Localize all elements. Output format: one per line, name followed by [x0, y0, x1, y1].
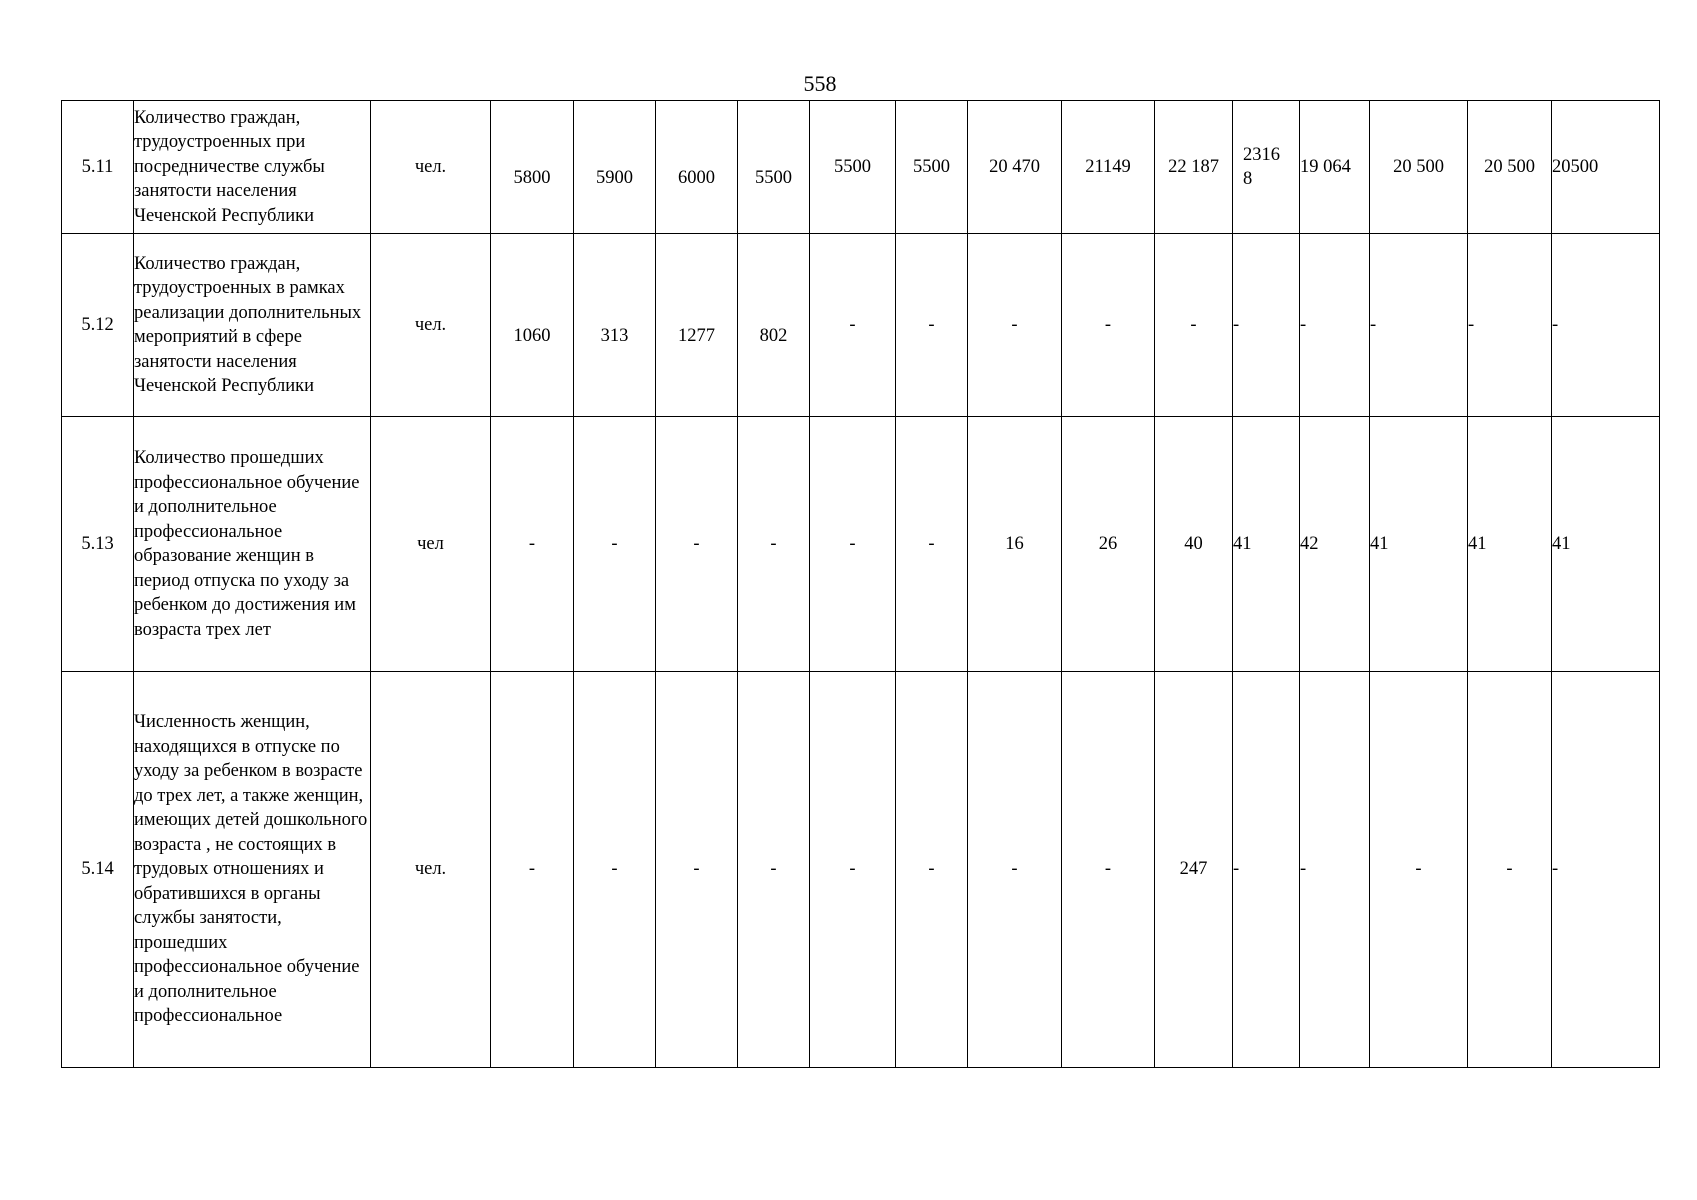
value-cell: - — [896, 672, 968, 1068]
value-cell: - — [1155, 234, 1233, 417]
value-cell: 5500 — [896, 101, 968, 234]
indicator-table — [61, 100, 1660, 1068]
value-cell: - — [968, 234, 1062, 417]
value-cell: - — [738, 417, 810, 672]
value-cell: 2316 8 — [1233, 101, 1300, 234]
value-cell: 20 470 — [968, 101, 1062, 234]
row-unit: чел — [371, 417, 491, 672]
row-description: Количество граждан, трудоустроенных при посредничестве службы занятости населения Чеченской Республики — [134, 101, 371, 234]
table-row — [62, 417, 1660, 672]
value-cell: 26 — [1062, 417, 1155, 672]
value-cell: - — [1062, 234, 1155, 417]
value-cell: - — [1370, 234, 1468, 417]
last-column-value: - — [1552, 234, 1660, 417]
value-cell: - — [1468, 672, 1552, 1068]
value-cell: 20 500 — [1370, 101, 1468, 234]
value-cell: 313 — [574, 234, 656, 417]
value-cell: - — [810, 672, 896, 1068]
value-cell: 20 500 — [1468, 101, 1552, 234]
value-cell: - — [1370, 672, 1468, 1068]
value-cell: - — [656, 672, 738, 1068]
row-unit: чел. — [371, 101, 491, 234]
table-row — [62, 101, 1660, 234]
row-unit: чел. — [371, 672, 491, 1068]
value-cell: - — [810, 417, 896, 672]
value-cell: 40 — [1155, 417, 1233, 672]
row-unit: чел. — [371, 234, 491, 417]
value-cell: - — [574, 417, 656, 672]
value-cell: 19 064 — [1300, 101, 1370, 234]
table-row — [62, 672, 1660, 1068]
value-cell: - — [1468, 234, 1552, 417]
value-cell: 247 — [1155, 672, 1233, 1068]
value-cell: 41 — [1233, 417, 1300, 672]
last-column-value: - — [1552, 672, 1660, 1068]
table-row — [62, 234, 1660, 417]
value-cell: - — [1300, 234, 1370, 417]
last-column-value: 41 — [1552, 417, 1660, 672]
value-cell: 21149 — [1062, 101, 1155, 234]
value-cell: 5900 — [574, 101, 656, 234]
row-number: 5.11 — [62, 101, 134, 234]
row-number: 5.14 — [62, 672, 134, 1068]
value-cell: 41 — [1370, 417, 1468, 672]
value-cell: - — [896, 234, 968, 417]
value-cell: 16 — [968, 417, 1062, 672]
row-number: 5.13 — [62, 417, 134, 672]
page-number: 558 — [803, 71, 837, 96]
row-description: Численность женщин, находящихся в отпуске по уходу за ребенком в возрасте до трех лет, а также женщин, имеющих детей дошкольного возраста , не состоящих в трудовых отношениях и обратившихся в органы службы занятости, прошедших профессиональное обучение и дополнительное профессиональное — [134, 672, 371, 1068]
value-cell: - — [1062, 672, 1155, 1068]
value-cell: - — [656, 417, 738, 672]
value-cell: 802 — [738, 234, 810, 417]
value-cell: 1060 — [491, 234, 574, 417]
value-cell: - — [574, 672, 656, 1068]
value-cell: 5800 — [491, 101, 574, 234]
value-cell: 1277 — [656, 234, 738, 417]
value-cell: - — [896, 417, 968, 672]
row-description: Количество прошедших профессиональное обучение и дополнительное профессиональное образование женщин в период отпуска по уходу за ребенком до достижения им возраста трех лет — [134, 417, 371, 672]
row-number: 5.12 — [62, 234, 134, 417]
value-cell: 5500 — [738, 101, 810, 234]
value-cell: - — [968, 672, 1062, 1068]
value-cell: - — [1233, 234, 1300, 417]
value-cell: 5500 — [810, 101, 896, 234]
value-cell: - — [738, 672, 810, 1068]
value-cell: 22 187 — [1155, 101, 1233, 234]
last-column-value: 20500 — [1552, 101, 1660, 234]
value-cell: 42 — [1300, 417, 1370, 672]
value-cell: - — [1233, 672, 1300, 1068]
value-cell: 41 — [1468, 417, 1552, 672]
value-cell: - — [491, 417, 574, 672]
value-cell: - — [491, 672, 574, 1068]
value-cell: - — [1300, 672, 1370, 1068]
value-cell: - — [810, 234, 896, 417]
value-cell: 6000 — [656, 101, 738, 234]
row-description: Количество граждан, трудоустроенных в рамках реализации дополнительных мероприятий в сфере занятости населения Чеченской Республики — [134, 234, 371, 417]
